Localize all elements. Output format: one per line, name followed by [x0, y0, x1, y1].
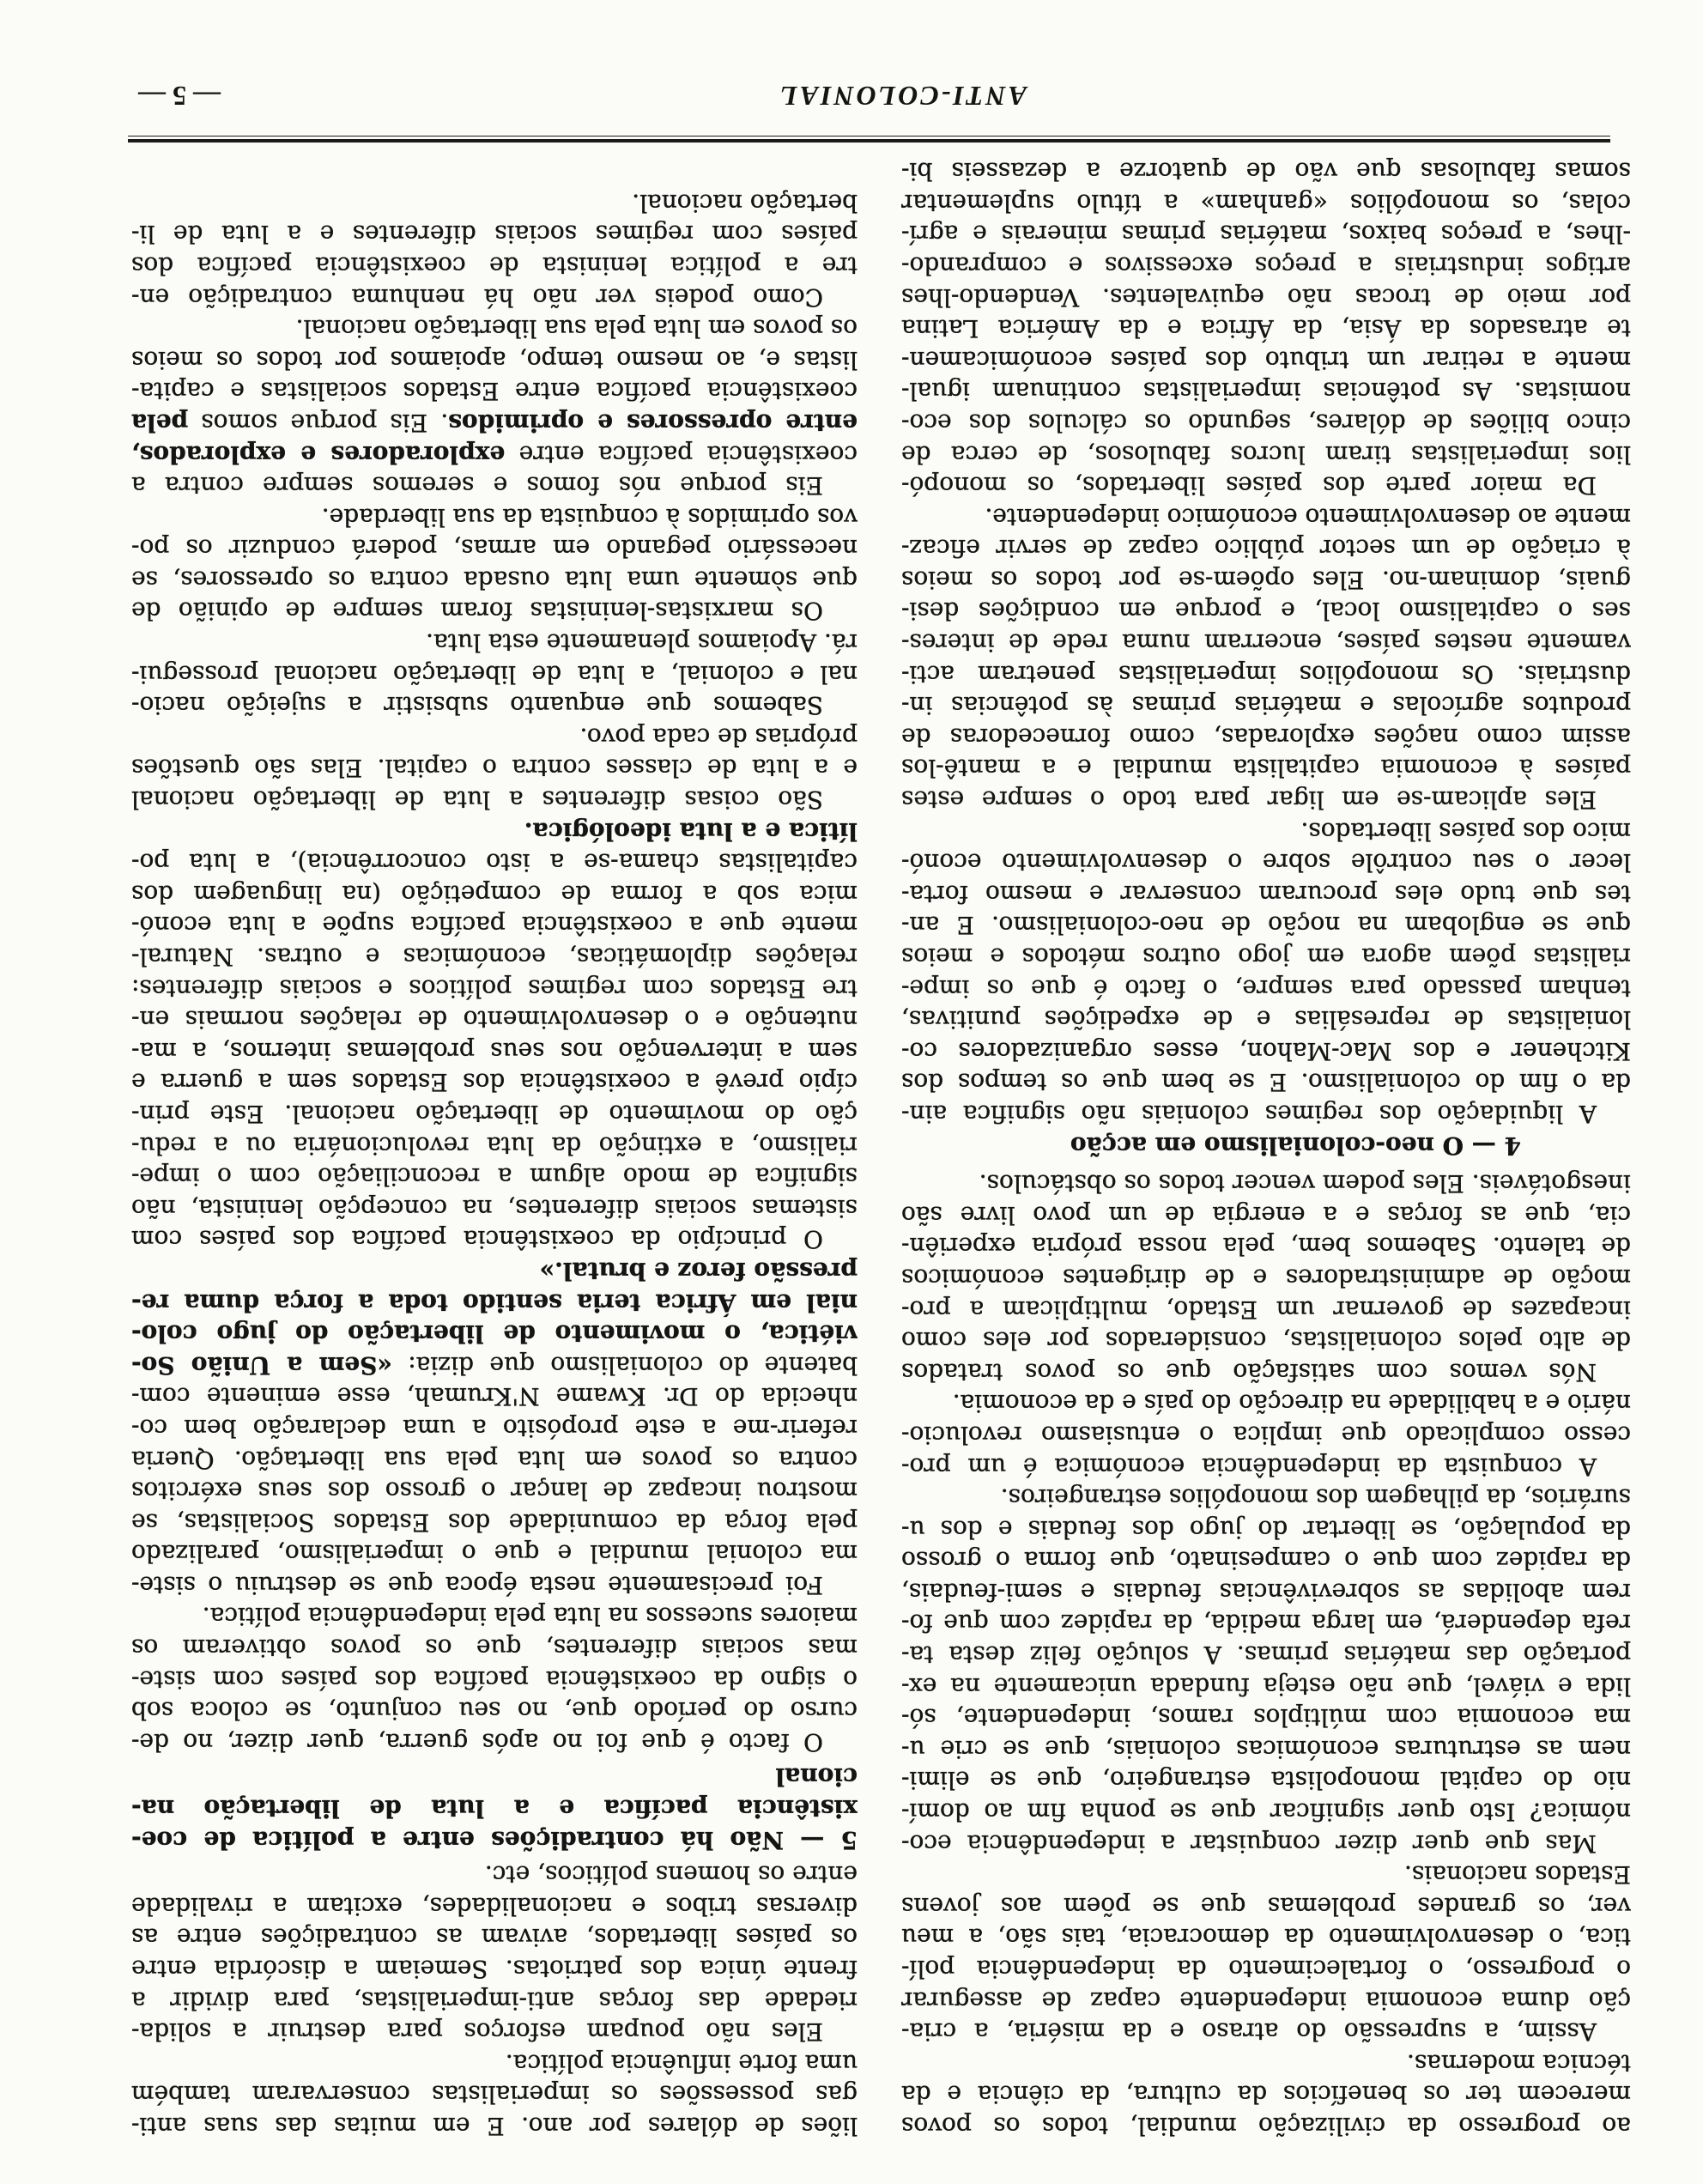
bold-text: «Sem a União So-: [131, 1350, 392, 1380]
text-line: ma colonial mundial e que o imperialismo, paralizado: [131, 1539, 858, 1568]
text-line: [131, 1318, 858, 1350]
text-line: [131, 815, 858, 846]
text-line: que se englobam na noção de neo-colonialismo. E an-: [901, 911, 1631, 940]
text-line: incapazes de governar um Estado, multiplicam a pro-: [901, 1295, 1631, 1324]
text-line: tre Estados com regimes políticos e sociais diferentes:: [131, 974, 858, 1003]
text-line: cesso complicado que implica o entusiasmo revolucio-: [901, 1420, 1631, 1449]
text-line: Eles aplicam-se em ligar para todo o sempre estes: [901, 786, 1597, 815]
text-line: moção de administradores e de dirigentes económicos: [901, 1263, 1631, 1292]
paragraph: [901, 155, 1631, 501]
text-line: rialistas põem agora em jogo outros métodos e meios: [901, 943, 1631, 972]
text-line: necessário pegando em armas, poderá conduzir os po-: [131, 534, 858, 563]
text-line: entre os homens políticos, etc.: [484, 1860, 858, 1890]
text-line: [131, 1254, 858, 1286]
text-line: dustriais. Os monopólios imperialistas penetram acti-: [901, 659, 1631, 689]
text-line: uma forte influência política.: [505, 2048, 858, 2078]
text-line: ao progresso da civilização mundial, todos os povos: [901, 2112, 1631, 2140]
text-line: nário e a habilidade na direcção do país e da economia.: [952, 1389, 1631, 1418]
text-line: mico dos países libertados.: [1300, 816, 1631, 846]
text-line: técnica modernas.: [1406, 2048, 1631, 2078]
text-line: à criação de um sector público capaz de servir eficaz-: [901, 534, 1631, 563]
text-line: mas sociais diferentes, que os povos obtiveram os: [131, 1634, 858, 1663]
text-line: lonialistas de represálias e de expedições punitivas,: [901, 1005, 1631, 1034]
text-line: próprias de cada povo.: [579, 722, 858, 751]
text-line: da população, se libertar do jugo dos feudais e dos u-: [901, 1514, 1631, 1544]
text-line: o progresso, o fortalecimento da independência polí-: [901, 1955, 1631, 1984]
text-line: A conquista da independência económica é um pro-: [901, 1452, 1597, 1481]
text-line: nomistas. As potências imperialistas continuam igual-: [901, 377, 1631, 406]
paragraph: [901, 500, 1631, 815]
text-line: O facto é que foi no após guerra, quer dizer, no de-: [131, 1727, 823, 1756]
text-line: Kitchener e dos Mac-Mahon, esses organizadores co-: [901, 1036, 1631, 1065]
text-line: A liquidação dos regimes coloniais não significa ain-: [901, 1100, 1597, 1128]
text-line: tica, o desenvolvimento da democracia, tais são, a meu: [901, 1923, 1631, 1952]
text-line: cípio prevê a coexistência dos Estados sem a guerra e: [131, 1068, 858, 1097]
text-line: Eis porque nós fomos e seremos sempre contra a: [131, 471, 823, 500]
text-line: referir-me a este propósito a uma declaração bem co-: [131, 1413, 858, 1442]
paragraph: [131, 1254, 858, 1600]
paragraph: [131, 627, 858, 721]
text-line: guais, dominam-no. Eles opõem-se por todos os meios: [901, 565, 1631, 594]
text-line: gas possessões os imperialistas conservaram também: [131, 2080, 858, 2109]
text-line: relações diplomáticas, económicas e outras. Natural-: [131, 943, 858, 972]
text-line: lida e viável, que não esteja fundada unicamente na ex-: [901, 1671, 1631, 1701]
text-line: ses o capitalismo local, e porque em condições desi-: [901, 597, 1631, 626]
paragraph: [901, 1859, 1631, 2048]
text-line: ção do movimento de libertação nacional. Este prin-: [131, 1100, 858, 1128]
text-line: tes que tudo eles procuram conservar e mesmo forta-: [901, 879, 1631, 908]
text-line: de talento. Sabemos bem, pela nossa própria experiên-: [901, 1232, 1631, 1261]
text-line: por meio de trocas não equivalentes. Vendendo-lhes: [901, 282, 1631, 312]
text-line: [131, 438, 858, 470]
section-heading: [901, 1129, 1631, 1161]
text-line: tre a política leninista de coexistência pacífica dos: [131, 251, 858, 280]
text-line: rá. Apoiamos plenamente esta luta.: [426, 628, 858, 658]
text-line: cia, que as forças e a energia de um povo livre são: [901, 1200, 1631, 1229]
bold-text: pressão feroz e brutal.»: [539, 1256, 858, 1285]
text-line: rem abolidas as sobrevivências feudais e semi-feudais,: [901, 1577, 1631, 1606]
text-line: artigos industriais a preços excessivos e comprando-: [901, 251, 1631, 280]
text-line: vamente nestes países, encerram numa rede de interes-: [901, 628, 1631, 658]
text-line: contra os povos em luta pela sua libertação. Queria: [131, 1445, 858, 1474]
text-span: batente do colonialismo que dizia:: [391, 1350, 858, 1380]
text-line: O princípio da coexistência pacífica dos países com: [131, 1225, 823, 1254]
text-line: cinco biliões de dólares, segundo os cálculos dos eco-: [901, 408, 1631, 437]
text-line: nómica? Isto quer significar que se ponha fim ao domí-: [901, 1798, 1631, 1827]
text-line: significa de modo algum a reconciliação com o impe-: [131, 1162, 858, 1192]
text-line: assim como nações exploradas, como fornecedoras de: [901, 722, 1631, 751]
paragraph: [131, 815, 858, 1254]
text-column-2: [131, 186, 858, 2141]
text-line: os povos em luta pela sua libertação nacional.: [295, 314, 858, 343]
text-line: e a luta de classes contra o capital. Elas são questões: [131, 754, 858, 783]
text-line: da o fim do colonialismo. E se bem que os tempos dos: [901, 1068, 1631, 1097]
text-line: o signo da coexistência pacífica dos países com siste-: [131, 1665, 858, 1694]
paragraph: [131, 1600, 858, 1757]
text-line: vos oprimidos à conquista da sua liberdade.: [321, 502, 858, 531]
bold-text: viética, o movimento de libertação do jugo colo-: [131, 1320, 858, 1349]
paragraph: [131, 2047, 858, 2141]
text-line: nem as estruturas económicas coloniais, que se crie u-: [901, 1734, 1631, 1763]
text-line: produtos agrícolas e matérias primas às potências in-: [901, 691, 1631, 720]
text-line: maiores sucessos na luta pela independência política.: [202, 1602, 858, 1631]
text-line: ma economia com múltiplos ramos, independente, só-: [901, 1703, 1631, 1732]
text-line: sem a intervenção nos seus problemas internos, a ma-: [131, 1036, 858, 1065]
text-line: refa dependerá, em larga medida, da rapidez com que fo-: [901, 1609, 1631, 1638]
text-line: Como podeis ver não há nenhuma contradição en-: [131, 282, 823, 312]
text-line: curso do período que, no seu conjunto, se coloca sob: [131, 1696, 858, 1726]
text-line: que sòmente uma luta ousada contra os opressores, se: [131, 565, 858, 594]
text-line: [131, 1286, 858, 1318]
text-line: ção duma economia independente capaz de assegurar: [901, 1986, 1631, 2015]
page-number: — 5 —: [138, 81, 221, 112]
text-line: São coisas diferentes a luta de libertação nacional: [131, 786, 823, 815]
text-line: rialismo, a extinção da luta revolucionária ou a redu-: [131, 1131, 858, 1160]
paragraph: [131, 500, 858, 626]
text-line: países à economia capitalista mundial e a mantê-los: [901, 754, 1631, 783]
bold-text: lítica e a luta ideológica.: [524, 816, 858, 846]
text-line: liões de dólares por ano. E em muitas das suas anti-: [131, 2112, 858, 2140]
text-line: mente a retirar um tributo dos países económicamen-: [901, 345, 1631, 374]
text-line: capitalistas chama-se a isto concorrência), a luta po-: [131, 848, 858, 877]
paragraph: [901, 1168, 1631, 1387]
text-line: lios imperialistas tiram lucros fabulosos, de cerca de: [901, 440, 1631, 469]
text-line: coexistência pacífica entre Estados socialistas e capita-: [131, 377, 858, 406]
text-line: nhecida do Dr. Kwame N'Krumah, esse eminente com-: [131, 1382, 858, 1411]
text-line: Sabemos que enquanto subsistir a sujeição nacio-: [131, 691, 823, 720]
text-line: Os marxistas-leninistas foram sempre de opinião de: [131, 597, 823, 626]
text-line: da rapidez com que o campesinato, que forma o grosso: [901, 1546, 1631, 1575]
text-line: frente única dos patriotas. Semeiam a discórdia entre: [131, 1955, 858, 1984]
text-column-1: [901, 155, 1631, 2141]
text-line: pela força da comunidade dos Estados Socialistas, se: [131, 1508, 858, 1537]
text-line: sistemas sociais diferentes, na concepção leninista, não: [131, 1193, 858, 1222]
text-line: -lhes, a preços baixos, matérias primas minerais e agrí-: [901, 220, 1631, 249]
text-line: mente ao desenvolvimento económico independente.: [985, 502, 1631, 531]
publication-title: ANTI-COLONIAL: [778, 81, 1027, 112]
text-line: somas fabulosas que vão de quatorze a dezasseis bi-: [901, 157, 1631, 186]
bold-text: exploradores e explorados,: [131, 440, 506, 469]
text-line: lecer o seu contrôle sobre o desenvolvimento econó-: [901, 848, 1631, 877]
text-line: ver, os grandes problemas que se põem aos jovens: [901, 1891, 1631, 1920]
text-line: nutenção e o desenvolvimento de relações normais en-: [131, 1005, 858, 1034]
text-line: riedade das forças anti-imperialistas, para dividir a: [131, 1986, 858, 2015]
text-line: portação das matérias primas. A solução feliz desta ta-: [901, 1641, 1631, 1670]
text-line: [131, 406, 858, 438]
text-line: surários, da pilhagem dos monopólios estrangeiros.: [1000, 1483, 1631, 1513]
text-line: bertação nacional.: [632, 188, 858, 217]
section-heading: [131, 1761, 858, 1855]
text-line: de alto pelos colonialistas, considerados por eles como: [901, 1326, 1631, 1356]
paragraph: [901, 815, 1631, 1129]
bold-text: pela: [131, 408, 189, 437]
paragraph: [901, 2047, 1631, 2141]
text-span: . Eis porque somos: [188, 408, 449, 437]
text-line: diversas tribos e nacionalidades, excitam a rivalidade: [131, 1891, 858, 1920]
text-line: [131, 1349, 858, 1380]
paragraph: [901, 1482, 1631, 1859]
text-line: Da maior parte dos países libertados, os monopó-: [901, 471, 1597, 500]
text-line: Mas que quer dizer conquistar a independência eco-: [901, 1829, 1597, 1858]
text-line: Foi precisamente nesta época que se destruiu o siste-: [131, 1570, 823, 1599]
text-line: cional: [775, 1762, 858, 1792]
text-line: xistência pacífica e a luta de libertação na-: [131, 1794, 858, 1823]
paragraph: [901, 1387, 1631, 1482]
text-span: coexistência pacífica entre: [505, 440, 858, 469]
text-line: mica sob a forma de competição (na linguagem dos: [131, 879, 858, 908]
paragraph: [131, 186, 858, 312]
footer-rule: [128, 136, 1610, 143]
text-line: 4 — O neo-colonialismo em acção: [1070, 1131, 1521, 1160]
paragraph: [131, 720, 858, 815]
text-line: mostrou incapaz de lançar o grosso dos seus exércitos: [131, 1477, 858, 1506]
text-line: te atrasados da Ásia, da África e da América Latina: [901, 314, 1631, 343]
text-line: nal e colonial, a luta de libertação nacional prossegui-: [131, 659, 858, 689]
text-line: nio do capital monopolista estrangeiro, que se elimi-: [901, 1766, 1631, 1795]
text-line: os países libertados, avivam as contradições entre as: [131, 1923, 858, 1952]
bold-text: entre opressores e oprimidos: [448, 408, 858, 437]
text-line: merecem ter os benefícios da cultura, da ciência e da: [901, 2080, 1631, 2109]
text-line: tenham passado para sempre, o facto é que os impe-: [901, 974, 1631, 1003]
text-line: listas e, ao mesmo tempo, apoiamos por todos os meios: [131, 345, 858, 374]
paragraph: [131, 312, 858, 501]
text-line: mente que a coexistência pacífica supõe a luta econó-: [131, 911, 858, 940]
text-line: Nós vemos com satisfação que os povos tratados: [901, 1357, 1597, 1386]
text-line: Estados nacionais.: [1404, 1860, 1631, 1890]
text-line: Assim, a supressão do atraso e da miséria, a cria-: [901, 2017, 1597, 2047]
text-line: inesgotáveis. Eles podem vencer todos os obstáculos.: [979, 1169, 1631, 1198]
text-line: Eles não poupam esforços para destruir a solida-: [131, 2017, 823, 2047]
text-line: países com regimes sociais diferentes e a luta de li-: [131, 220, 858, 249]
text-line: colas, os monopólios «ganham» a título suplementar: [901, 188, 1631, 217]
paragraph: [131, 1859, 858, 2048]
bold-text: nial em África teria sentido toda a força duma re-: [131, 1288, 858, 1317]
text-line: 5 — Não há contradições entre a política de coe-: [131, 1825, 858, 1854]
